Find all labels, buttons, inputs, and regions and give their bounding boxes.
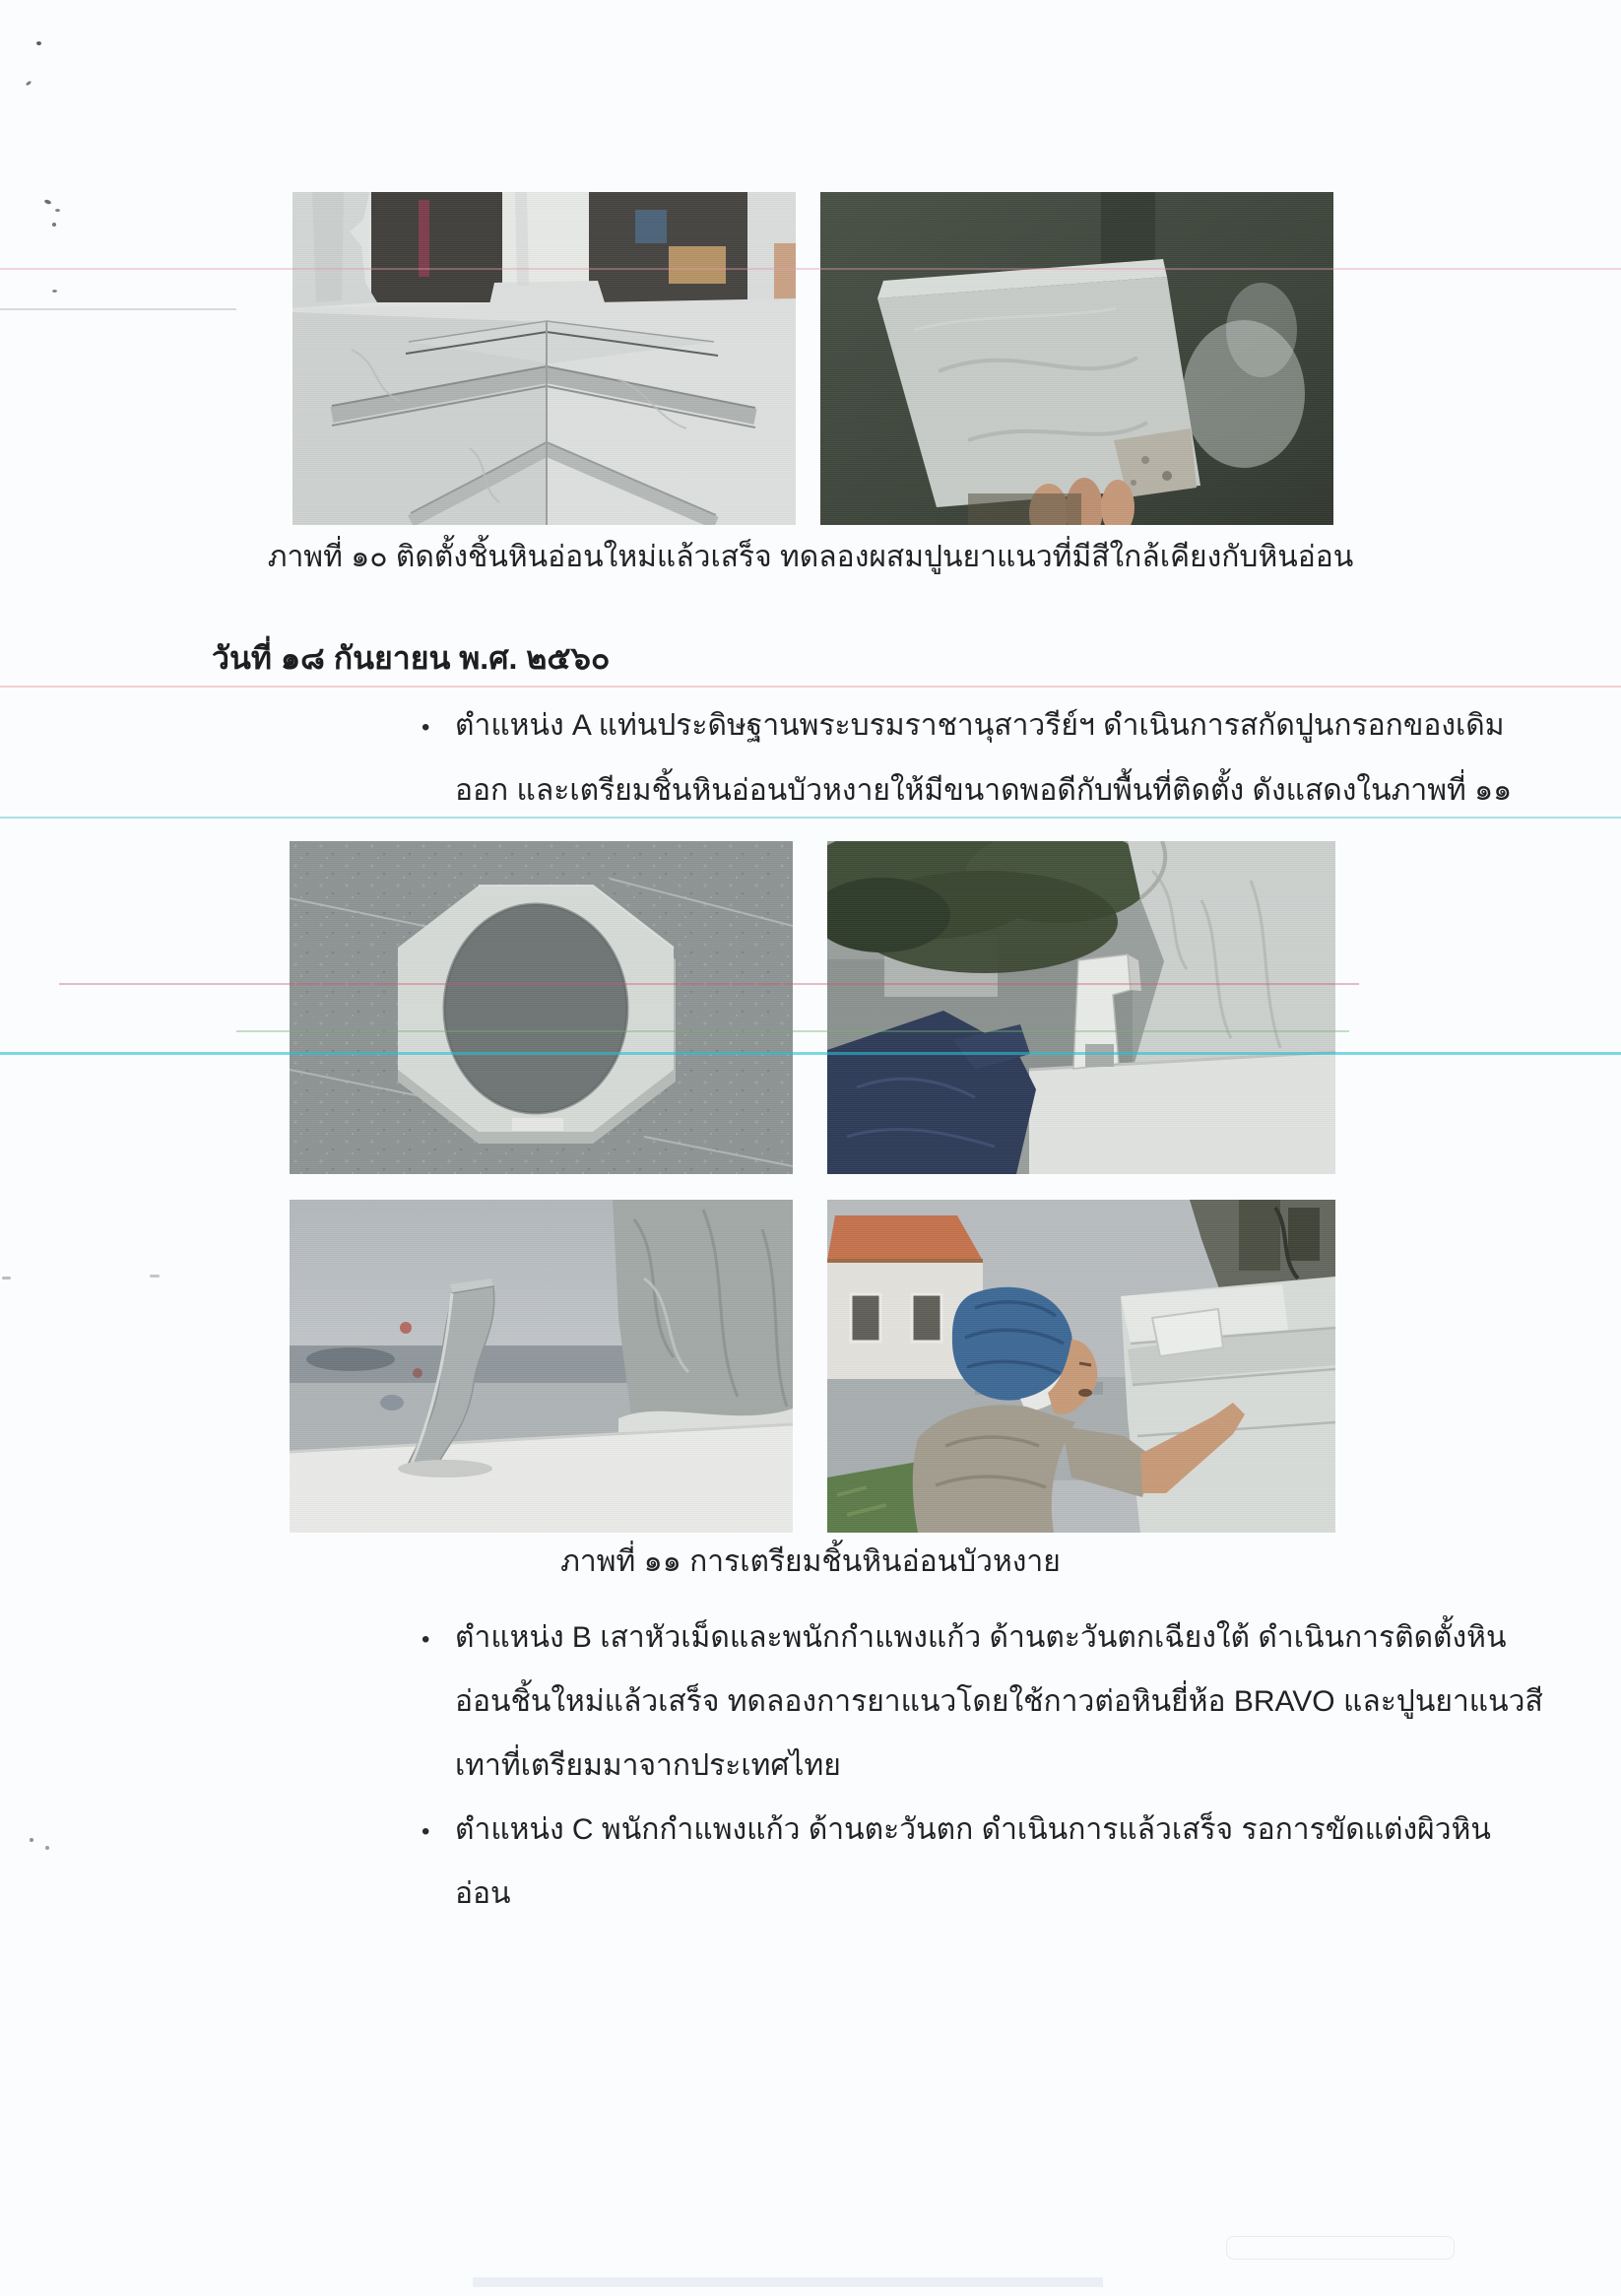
figure11-photo-4-illustration <box>827 1200 1335 1533</box>
bullet-a-line-2 <box>455 768 1513 814</box>
scan-artifact-line-pink-mid <box>0 686 1621 688</box>
bullet-b-text-3: เทาที่เตรียมมาจากประเทศไทย <box>455 1749 841 1782</box>
bullet-b-line-1 <box>421 1615 1507 1661</box>
figure11-photo-octagon-ring <box>290 841 793 1174</box>
bullet-c-text-2: อ่อน <box>455 1877 511 1910</box>
scan-artifact-line-cyan-1 <box>0 817 1621 819</box>
figure10-photo-marble-base <box>292 192 796 525</box>
bullet-c-line-1 <box>421 1807 1491 1853</box>
figure11-photo-3-illustration <box>290 1200 793 1533</box>
bullet-marker: • <box>421 1818 430 1845</box>
figure10-caption: ภาพที่ ๑๐ ติดตั้งชิ้นหินอ่อนใหม่แล้วเสร็จ ทดลองผสมปูนยาแนวที่มีสีใกล้เคียงกับหินอ่อน <box>267 541 1354 573</box>
bullet-a-text-1: ตำแหน่ง A แท่นประดิษฐานพระบรมราชานุสาวรีย์ฯ ดำเนินการสกัดปูนกรอกของเดิม <box>455 709 1505 742</box>
scan-speck <box>30 1838 33 1842</box>
scan-speck <box>150 1275 160 1278</box>
scan-speck <box>26 81 32 87</box>
bullet-a-line-1 <box>421 703 1505 749</box>
figure11-photo-molding-template <box>290 1200 793 1533</box>
figure11-photo-2-illustration <box>827 841 1335 1174</box>
scan-speck <box>44 199 52 205</box>
bullet-c-text-1: ตำแหน่ง C พนักกำแพงแก้ว ด้านตะวันตก ดำเนินการแล้วเสร็จ รอการขัดแต่งผิวหิน <box>455 1813 1491 1846</box>
bullet-a-text-2: ออก และเตรียมชิ้นหินอ่อนบัวหงายให้มีขนาดพอดีกับพื้นที่ติดตั้ง ดังแสดงในภาพที่ ๑๑ <box>455 774 1513 807</box>
figure10-photo-right-illustration <box>820 192 1333 525</box>
scan-artifact-line-cyan-2 <box>0 1052 1621 1055</box>
bullet-b-text-2: อ่อนชิ้นใหม่แล้วเสร็จ ทดลองการยาแนวโดยใช้กาวต่อหินยี่ห้อ BRAVO และปูนยาแนวสี <box>455 1685 1543 1718</box>
figure10-photo-left-illustration <box>292 192 796 525</box>
scan-speck <box>36 41 41 45</box>
scan-artifact-line-pink-top <box>0 268 1621 270</box>
figure10-photo-slab-in-hand <box>820 192 1333 525</box>
figure11-photo-craftsman <box>827 1200 1335 1533</box>
bullet-c-line-2 <box>455 1871 1420 1917</box>
figure11-photo-piece-on-wall <box>827 841 1335 1174</box>
scan-artifact-dash-gray <box>0 308 236 310</box>
figure11-photo-1-illustration <box>290 841 793 1174</box>
scan-speck <box>55 209 60 212</box>
bullet-b-text-1: ตำแหน่ง B เสาหัวเม็ดและพนักกำแพงแก้ว ด้านตะวันตกเฉียงใต้ ดำเนินการติดตั้งหิน <box>455 1621 1507 1654</box>
figure11-caption: ภาพที่ ๑๑ การเตรียมชิ้นหินอ่อนบัวหงาย <box>560 1545 1061 1578</box>
bullet-b-line-3 <box>455 1743 1420 1789</box>
bullet-marker: • <box>421 1626 430 1653</box>
scan-speck <box>52 223 56 227</box>
scan-speck <box>2 1277 11 1279</box>
bullet-b-line-2 <box>455 1679 1543 1725</box>
scan-speck <box>52 290 57 293</box>
scan-artifact-bottom-smudge <box>473 2277 1103 2287</box>
bullet-marker: • <box>421 714 430 741</box>
scan-speck <box>45 1846 49 1850</box>
date-heading: วันที่ ๑๘ กันยายน พ.ศ. ๒๕๖๐ <box>212 640 611 676</box>
scan-artifact-bottom-outline <box>1226 2236 1455 2260</box>
